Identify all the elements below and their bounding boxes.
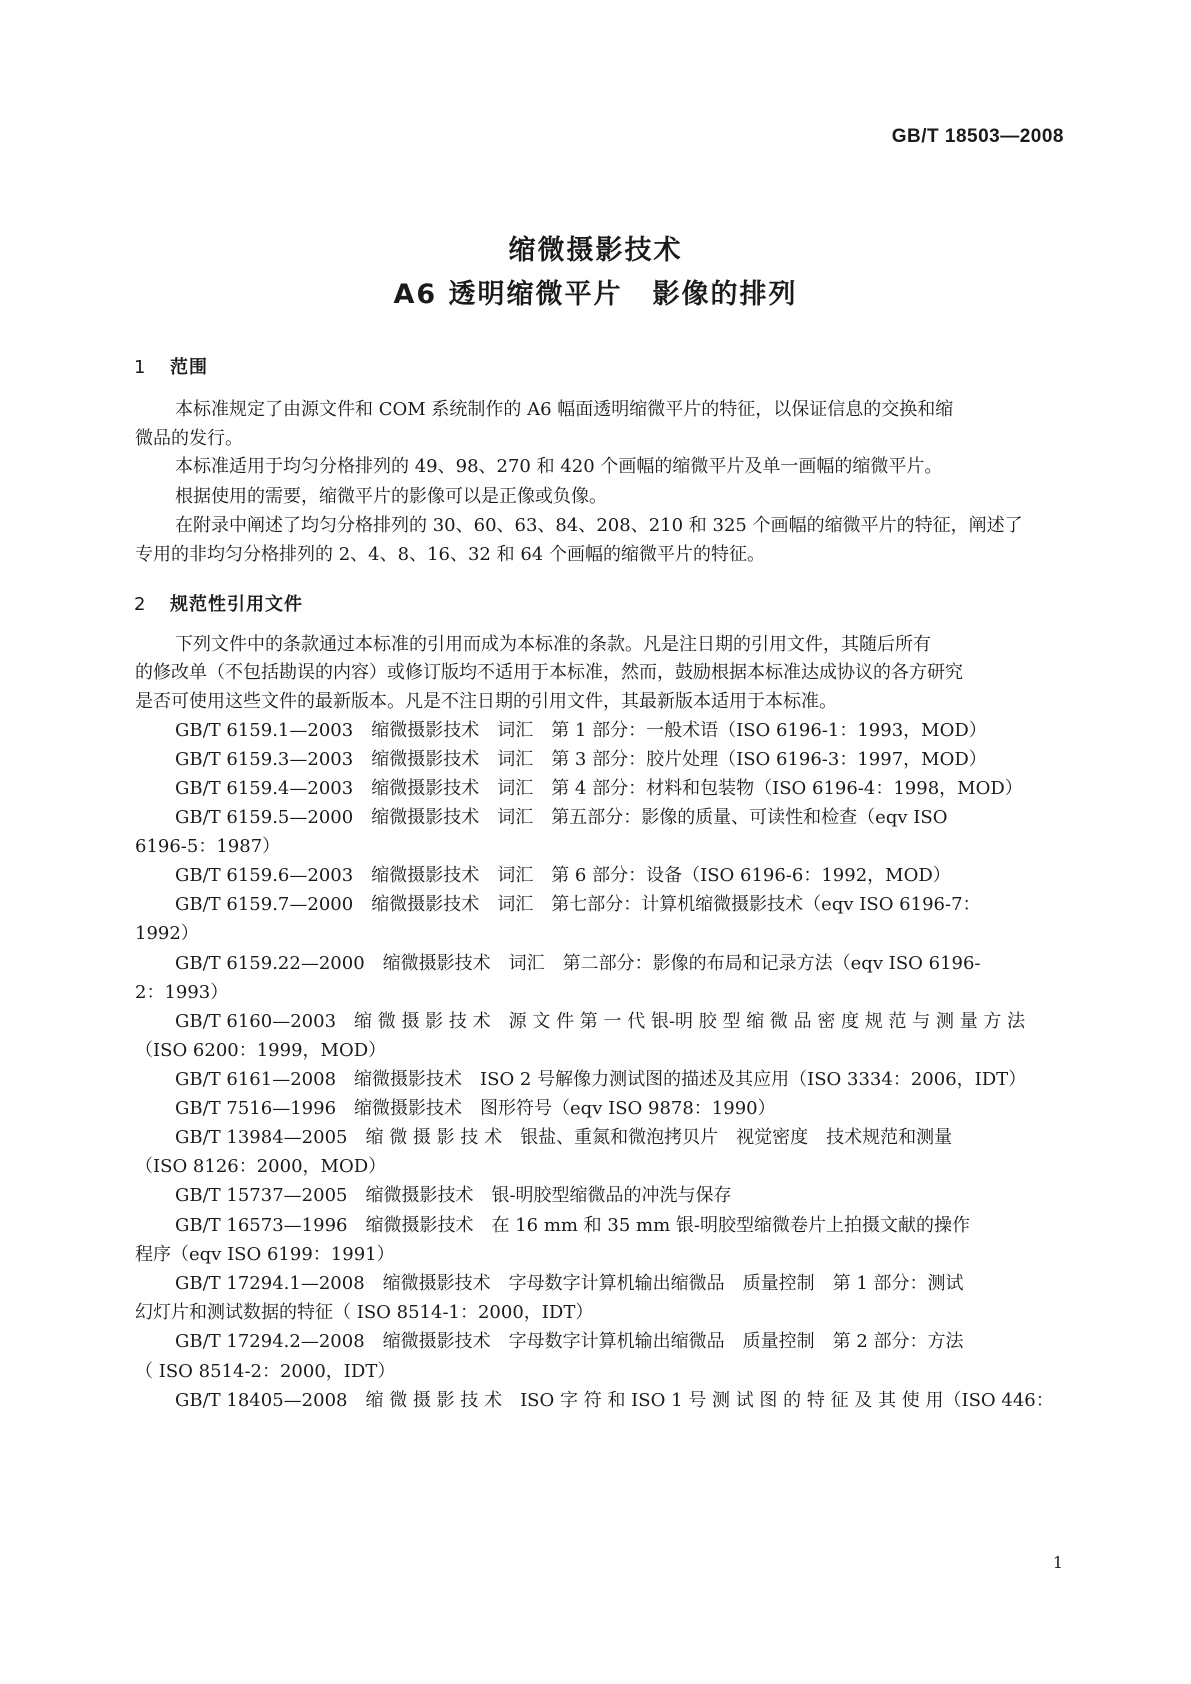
document-title-line-1: 缩微摄影技术 [508, 235, 683, 266]
title-part-2: 影像的排列 [652, 279, 798, 310]
reference-line: GB/T 13984—2005 缩 微 摄 影 技 术 银盐、重氮和微泡拷贝片 视觉密度 技术规范和测量 [175, 1127, 953, 1148]
document-title-line-2 [0, 272, 1191, 311]
page-number: 1 [1052, 1553, 1063, 1572]
section-1-line: 本标准规定了由源文件和 COM 系统制作的 A6 幅面透明缩微平片的特征，以保证信息的交换和缩 [175, 399, 954, 420]
section-1-line: 根据使用的需要，缩微平片的影像可以是正像或负像。 [175, 486, 607, 507]
section-2-line: 是否可使用这些文件的最新版本。凡是不注日期的引用文件，其最新版本适用于本标准。 [135, 691, 837, 712]
standard-code: GB/T 18503—2008 [891, 126, 1064, 147]
reference-line: （ISO 8126：2000，MOD） [135, 1156, 387, 1177]
reference-line: GB/T 18405—2008 缩 微 摄 影 技 术 ISO 字 符 和 ISO 1 号 测 试 图 的 特 征 及 其 使 用（ISO 446： [175, 1390, 1054, 1411]
reference-line: GB/T 16573—1996 缩微摄影技术 在 16 mm 和 35 mm 银-明胶型缩微卷片上拍摄文献的操作 [175, 1215, 970, 1236]
section-1-line: 专用的非均匀分格排列的 2、4、8、16、32 和 64 个画幅的缩微平片的特征。 [135, 544, 765, 565]
reference-line: GB/T 6159.4—2003 缩微摄影技术 词汇 第 4 部分：材料和包装物（ISO 6196-4：1998，MOD） [175, 778, 1023, 799]
reference-line: GB/T 6159.22—2000 缩微摄影技术 词汇 第二部分：影像的布局和记录方法（eqv ISO 6196- [175, 953, 981, 974]
section-2-heading [134, 590, 303, 616]
section-1-line: 本标准适用于均匀分格排列的 49、98、270 和 420 个画幅的缩微平片及单一画幅的缩微平片。 [175, 456, 943, 477]
section-2-line: 的修改单（不包括勘误的内容）或修订版均不适用于本标准，然而，鼓励根据本标准达成协议的各方研究 [135, 662, 963, 683]
reference-line: GB/T 17294.1—2008 缩微摄影技术 字母数字计算机输出缩微品 质量控制 第 1 部分：测试 [175, 1273, 964, 1294]
reference-line: GB/T 6159.1—2003 缩微摄影技术 词汇 第 1 部分：一般术语（ISO 6196-1：1993，MOD） [175, 720, 987, 741]
reference-line: （ ISO 8514-2：2000，IDT） [135, 1361, 396, 1382]
reference-line: GB/T 6159.6—2003 缩微摄影技术 词汇 第 6 部分：设备（ISO 6196-6：1992，MOD） [175, 865, 951, 886]
section-1-heading [134, 353, 208, 379]
section-number: 1 [134, 357, 147, 378]
reference-line: GB/T 17294.2—2008 缩微摄影技术 字母数字计算机输出缩微品 质量控制 第 2 部分：方法 [175, 1331, 964, 1352]
section-number: 2 [134, 594, 147, 615]
reference-line: 2：1993） [135, 982, 229, 1003]
reference-line: GB/T 6161—2008 缩微摄影技术 ISO 2 号解像力测试图的描述及其应用（ISO 3334：2006，IDT） [175, 1069, 1027, 1090]
reference-line: 程序（eqv ISO 6199：1991） [135, 1244, 395, 1265]
reference-line: GB/T 15737—2005 缩微摄影技术 银-明胶型缩微品的冲洗与保存 [175, 1185, 732, 1206]
reference-line: GB/T 6159.5—2000 缩微摄影技术 词汇 第五部分：影像的质量、可读性和检查（eqv ISO [175, 807, 948, 828]
reference-line: GB/T 7516—1996 缩微摄影技术 图形符号（eqv ISO 9878：1990） [175, 1098, 776, 1119]
section-1-line: 在附录中阐述了均匀分格排列的 30、60、63、84、208、210 和 325 个画幅的缩微平片的特征，阐述了 [175, 515, 1023, 536]
reference-line: 幻灯片和测试数据的特征（ ISO 8514-1：2000，IDT） [135, 1302, 594, 1323]
title-part-1: A6 透明缩微平片 [393, 279, 623, 310]
section-2-line: 下列文件中的条款通过本标准的引用而成为本标准的条款。凡是注日期的引用文件，其随后所有 [175, 634, 931, 655]
reference-line: 1992） [135, 923, 199, 944]
section-title: 范围 [170, 357, 208, 378]
reference-line: （ISO 6200：1999，MOD） [135, 1040, 387, 1061]
reference-line: 6196-5：1987） [135, 836, 281, 857]
section-title: 规范性引用文件 [170, 594, 303, 615]
reference-line: GB/T 6159.7—2000 缩微摄影技术 词汇 第七部分：计算机缩微摄影技术（eqv ISO 6196-7： [175, 894, 981, 915]
reference-line: GB/T 6160—2003 缩 微 摄 影 技 术 源 文 件 第 一 代 银-明 胶 型 缩 微 品 密 度 规 范 与 测 量 方 法 [175, 1011, 1026, 1032]
reference-line: GB/T 6159.3—2003 缩微摄影技术 词汇 第 3 部分：胶片处理（ISO 6196-3：1997，MOD） [175, 749, 987, 770]
section-1-line: 微品的发行。 [135, 428, 243, 449]
